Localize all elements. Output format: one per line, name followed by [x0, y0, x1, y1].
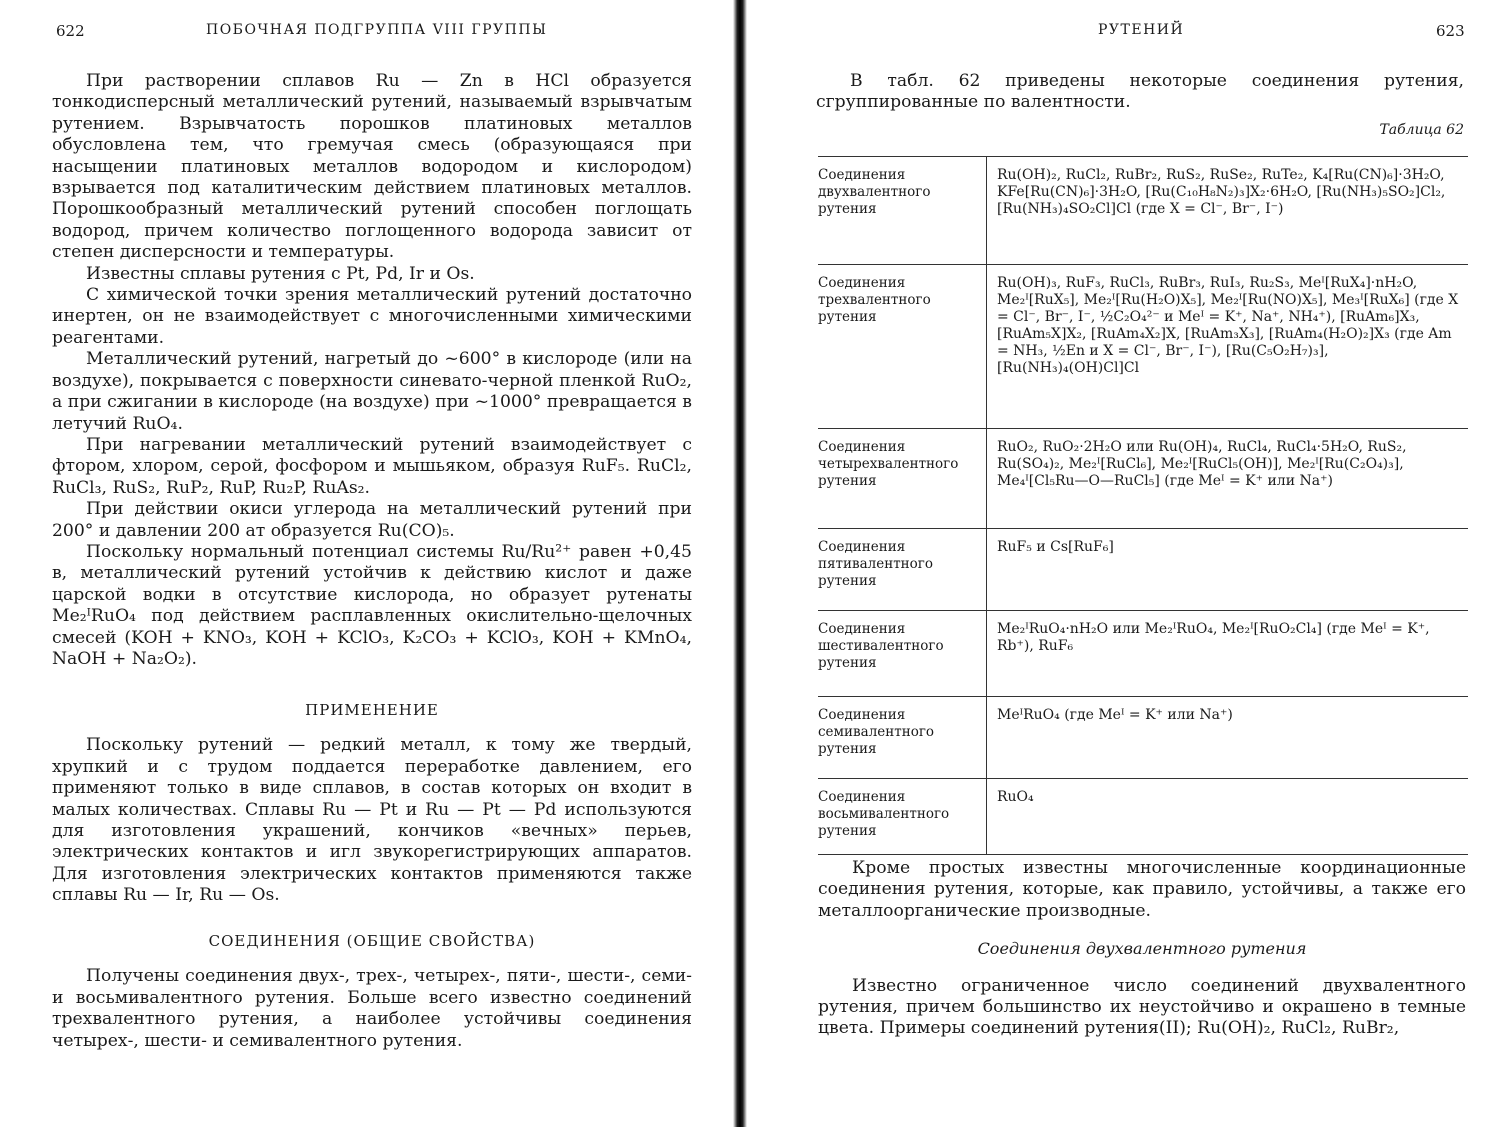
- paragraph: Кроме простых известны многочисленные координационные соединения рутения, которые, как правило, устойчивы, а также его металлоорганические производные.: [818, 858, 1466, 921]
- table-cell-label: Соединения трехвалентного рутения: [818, 265, 987, 429]
- table-cell-label: Соединения восьмивалентного рутения: [818, 779, 987, 855]
- table-row: [818, 529, 1468, 611]
- paragraph: Получены соединения двух-, трех-, четырех-, пяти-, шести-, семи- и восьмивалентного рутения. Больше всего известно соединений трехвалентного рутения, а наиболее устойчивы соединения четырех-, шести- и семивалентного рутения.: [52, 966, 692, 1051]
- table-row: [818, 429, 1468, 529]
- table-cell-value: RuO₄: [997, 789, 1034, 805]
- table-cell-value: Ru(OH)₃, RuF₃, RuCl₃, RuBr₃, RuI₃, Ru₂S₃, Meᴵ[RuX₄]·nH₂O, Me₂ᴵ[RuX₅], Me₂ᴵ[Ru(H₂O)X₅], Me₂ᴵ[Ru(NO)X₅], Me₃ᴵ[RuX₆] (где X = Cl⁻, Br⁻, I⁻, ½C₂O₄²⁻ и Meᴵ = K⁺, Na⁺, NH₄⁺), [RuAm₆]X₃, [RuAm₅X]X₂, [RuAm₄X₂]X, [RuAm₃X₃], [RuAm₄(H₂O)₂]X₃ (где Am = NH₃, ½En и X = Cl⁻, Br⁻, I⁻), [Ru(C₅O₂H₇)₃], [Ru(NH₃)₄(OH)Cl]Cl: [997, 275, 1459, 376]
- table-row: [818, 611, 1468, 697]
- table-cell-label: Соединения четырехвалентного рутения: [818, 429, 987, 529]
- table-row: [818, 779, 1468, 855]
- running-head: ПОБОЧНАЯ ПОДГРУППА VIII ГРУППЫ: [206, 22, 548, 38]
- paragraph: Поскольку нормальный потенциал системы Ru/Ru²⁺ равен +0,45 в, металлический рутений устойчив к действию кислот и даже царской водки в отсутствие кислорода, но образует рутенаты Me₂ᴵRuO₄ под действием расплавленных окислительно-щелочных смесей (KOH + KNO₃, KOH + KClO₃, K₂CO₃ + KClO₃, KOH + KMnO₄, NaOH + Na₂O₂).: [52, 541, 692, 669]
- after-table-text: [818, 858, 1466, 1040]
- paragraph: Металлический рутений, нагретый до ~600° в кислороде (или на воздухе), покрывается с поверхности синевато-черной пленкой RuO₂, а при сжигании в кислороде (на воздухе) при ~1000° превращается в летучий RuO₄.: [52, 349, 692, 434]
- table-cell-label: Соединения шестивалентного рутения: [818, 611, 987, 697]
- table-row: [818, 157, 1468, 265]
- left-text-column: [52, 71, 692, 670]
- table-cell-value: Me₂ᴵRuO₄·nH₂O или Me₂ᴵRuO₄, Me₂ᴵ[RuO₂Cl₄] (где Meᴵ = K⁺, Rb⁺), RuF₆: [997, 621, 1430, 654]
- applications-section: [52, 700, 692, 907]
- compounds-table: [818, 156, 1468, 855]
- running-head: РУТЕНИЙ: [1098, 22, 1185, 38]
- paragraph: При растворении сплавов Ru — Zn в HCl образуется тонкодисперсный металлический рутений, называемый взрывчатым рутением. Взрывчатость порошков платиновых металлов обусловлена тем, что гремучая смесь (образующаяся при насыщении платиновых металлов водородом и кислородом) взрывается под каталитическим действием платиновых металлов. Порошкообразный металлический рутений способен поглощать водород, причем количество поглощенного водорода зависит от степен дисперсности и температуры.: [52, 71, 692, 263]
- section-title: СОЕДИНЕНИЯ (ОБЩИЕ СВОЙСТВА): [208, 932, 536, 950]
- table-cell-value: RuO₂, RuO₂·2H₂O или Ru(OH)₄, RuCl₄, RuCl₄·5H₂O, RuS₂, Ru(SO₄)₂, Me₂ᴵ[RuCl₆], Me₂ᴵ[RuCl₅(OH)], Me₂ᴵ[Ru(C₂O₄)₃], Me₄ᴵ[Cl₅Ru—O—RuCl₅] (где Meᴵ = K⁺ или Na⁺): [997, 439, 1407, 489]
- subsection-title: Соединения двухвалентного рутения: [977, 939, 1307, 959]
- compounds-section: [52, 931, 692, 1052]
- paragraph: Поскольку рутений — редкий металл, к тому же твердый, хрупкий и с трудом поддается переработке давлением, его применяют только в виде сплавов, в состав которых он входит в малых количествах. Сплавы Ru — Pt и Ru — Pt — Pd используются для изготовления украшений, кончиков «вечных» перьев, электрических контактов и игл звукорегистрирующих аппаратов. Для изготовления электрических контактов применяются также сплавы Ru — Ir, Ru — Os.: [52, 735, 692, 906]
- intro-text: [816, 71, 1464, 141]
- paragraph: Известно ограниченное число соединений двухвалентного рутения, причем большинство их неустойчиво и окрашено в темные цвета. Примеры соединений рутения(II); Ru(OH)₂, RuCl₂, RuBr₂,: [818, 975, 1466, 1039]
- left-page: [0, 0, 735, 1127]
- page-number: 622: [56, 22, 85, 40]
- book-gutter: [733, 0, 747, 1127]
- table-cell-value: RuF₅ и Cs[RuF₆]: [997, 539, 1114, 555]
- table-cell-label: Соединения пятивалентного рутения: [818, 529, 987, 611]
- paragraph: С химической точки зрения металлический рутений достаточно инертен, он не взаимодействует с многочисленными химическими реагентами.: [52, 285, 692, 348]
- table-cell-value: Ru(OH)₂, RuCl₂, RuBr₂, RuS₂, RuSe₂, RuTe₂, K₄[Ru(CN)₆]·3H₂O, KFe[Ru(CN)₆]·3H₂O, [Ru(C₁₀H₈N₂)₃]X₂·6H₂O, [Ru(NH₃)₅SO₂]Cl₂, [Ru(NH₃)₄SO₂Cl]Cl (где X = Cl⁻, Br⁻, I⁻): [997, 167, 1446, 217]
- section-title: ПРИМЕНЕНИЕ: [305, 701, 439, 719]
- table-cell-value: MeᴵRuO₄ (где Meᴵ = K⁺ или Na⁺): [997, 707, 1233, 723]
- paragraph: При нагревании металлический рутений взаимодействует с фтором, хлором, серой, фосфором и мышьяком, образуя RuF₅. RuCl₂, RuCl₃, RuS₂, RuP₂, RuP, Ru₂P, RuAs₂.: [52, 434, 692, 498]
- paragraph: В табл. 62 приведены некоторые соединения рутения, сгруппированные по валентности.: [816, 71, 1464, 113]
- table-row: [818, 265, 1468, 429]
- table-cell-label: Соединения семивалентного рутения: [818, 697, 987, 779]
- page-number: 623: [1436, 22, 1465, 40]
- table-row: [818, 697, 1468, 779]
- table-caption: Таблица 62: [1379, 121, 1464, 138]
- table-cell-label: Соединения двухвалентного рутения: [818, 157, 987, 265]
- paragraph: Известны сплавы рутения с Pt, Pd, Ir и Os.: [86, 263, 475, 284]
- paragraph: При действии окиси углерода на металлический рутений при 200° и давлении 200 ат образуется Ru(CO)₅.: [52, 499, 692, 541]
